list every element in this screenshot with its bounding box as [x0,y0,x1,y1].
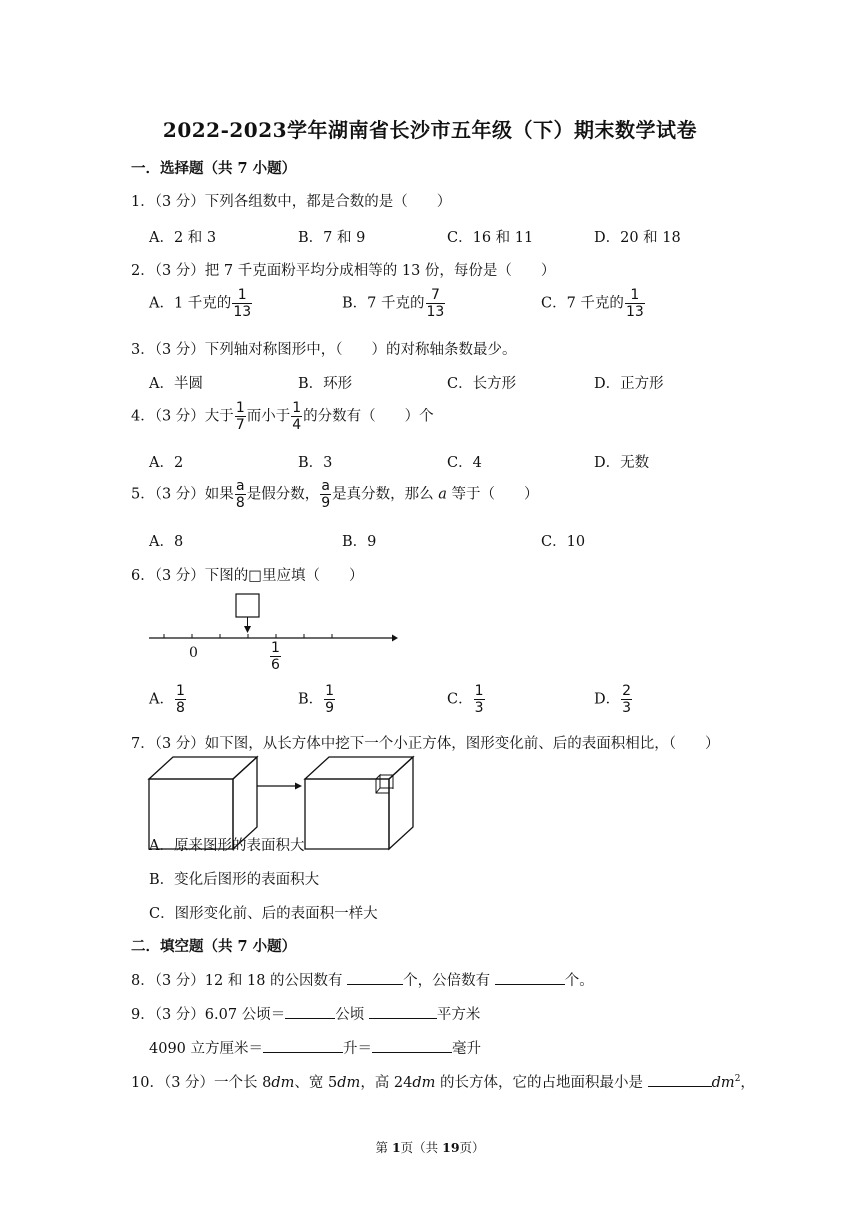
stem-text: 的分数有（ ）个 [303,408,434,425]
fraction [235,479,246,510]
fraction [291,401,302,432]
answer-blank[interactable] [648,1072,712,1087]
answer-blank[interactable] [495,970,565,985]
denominator: 8 [175,700,185,716]
answer-blank[interactable] [347,970,403,985]
number-line-arrowhead [392,635,398,642]
stem-text: 毫升 [452,1041,482,1057]
denominator: 8 [235,495,245,511]
unit-dm: dm [412,1075,436,1091]
numerator: 1 [175,683,185,699]
stem-text: 个。 [564,973,594,989]
question-7-stem: 7．（3 分）如下图，从长方体中挖下一个小正方体，图形变化前、后的表面积相比，（ ） [131,736,720,752]
stem-text: 5．（3 分）如果 [131,486,234,503]
denominator: 6 [271,657,280,673]
fraction [324,684,335,715]
question-5-stem [131,479,539,510]
question-3-option-d: D．正方形 [594,376,664,392]
option-b-text: B．7 千克的 [342,295,425,312]
denominator: 3 [622,700,632,716]
fraction [270,641,281,672]
stem-text: 公顷 [335,1007,369,1023]
option-c-text: C．7 千克的 [541,295,624,312]
stem-text: 9．（3 分）6.07 公顷＝ [131,1007,286,1023]
denominator: 13 [625,304,644,320]
question-7-option-a: A．原来图形的表面积大 [149,838,305,854]
question-9-line-1 [131,1003,480,1024]
question-6-option-c [447,684,486,715]
question-2-option-b [342,288,446,319]
fraction [320,479,331,510]
denominator: 7 [235,417,245,433]
question-4-option-b: B．3 [298,455,333,471]
question-3-stem: 3．（3 分）下列轴对称图形中，（ ）的对称轴条数最少。 [131,342,517,358]
answer-blank[interactable] [372,1038,452,1053]
unit-dm: dm [711,1075,735,1091]
page-footer [0,1138,860,1156]
question-1-option-c: C．16 和 11 [447,230,534,246]
number-line-zero-label: 0 [189,645,198,661]
stem-text: 8．（3 分）12 和 18 的公因数有 [131,973,348,989]
numerator: a [321,478,330,494]
answer-box [236,594,259,617]
denominator: 9 [325,700,335,716]
stem-text: 平方米 [436,1007,481,1023]
denominator: 13 [426,304,445,320]
question-3-option-c: C．长方形 [447,376,517,392]
question-7-option-b: B．变化后图形的表面积大 [149,872,320,888]
stem-text: 等于（ ） [446,486,539,503]
answer-blank[interactable] [369,1004,437,1019]
stem-text: 4．（3 分）大于 [131,408,234,425]
question-10 [131,1071,755,1092]
numerator: 1 [474,683,484,699]
footer-text: 页（共 [400,1140,443,1155]
number-line-tick-label [269,641,282,672]
numerator: 1 [271,640,280,656]
fraction [426,288,446,319]
page-total: 19 [442,1140,460,1155]
question-6-option-b [298,684,336,715]
stem-text: 而小于 [246,408,291,425]
stem-text: 是假分数， [246,486,320,503]
pointer-arrowhead [244,626,251,633]
question-4-option-a: A．2 [149,455,184,471]
denominator: 13 [233,304,252,320]
question-5-option-a: A．8 [149,534,184,550]
exponent: 2 [734,1074,741,1085]
unit-dm: dm [271,1075,295,1091]
section-heading-fill-in: 二．填空题（共 7 小题） [131,938,297,955]
section-heading-choice: 一．选择题（共 7 小题） [131,160,297,177]
fraction [625,288,645,319]
numerator: 1 [325,683,335,699]
question-1-option-b: B．7 和 9 [298,230,366,246]
question-4-stem [131,401,434,432]
option-label: A． [149,691,174,708]
page-number: 1 [391,1140,401,1155]
option-label: D． [594,691,621,708]
fraction [621,684,632,715]
question-8 [131,969,594,990]
stem-text: 10．（3 分）一个长 8 [131,1075,272,1091]
question-2-option-c [541,288,646,319]
footer-text: 页） [459,1140,485,1155]
question-2-stem: 2．（3 分）把 7 千克面粉平均分成相等的 13 份，每份是（ ） [131,263,556,279]
numerator: a [235,478,245,494]
numerator: 1 [292,400,302,416]
fraction [175,684,186,715]
fraction [474,684,485,715]
option-label: C． [447,691,473,708]
fraction [232,288,252,319]
stem-text: 4090 立方厘米＝ [149,1041,264,1057]
numerator: 2 [622,683,632,699]
question-1-stem: 1．（3 分）下列各组数中，都是合数的是（ ） [131,194,452,210]
question-4-option-c: C．4 [447,455,482,471]
question-6-option-d [594,684,633,715]
fraction [235,401,246,432]
question-2-option-a [149,288,253,319]
denominator: 9 [321,495,331,511]
numerator: 7 [430,287,440,303]
question-7-option-c: C．图形变化前、后的表面积一样大 [149,906,378,922]
transform-arrowhead [295,783,302,790]
question-5-option-b: B．9 [342,534,377,550]
answer-blank[interactable] [263,1038,343,1053]
numerator: 1 [237,287,247,303]
question-3-option-a: A．半圆 [149,376,203,392]
question-6-option-a [149,684,187,715]
denominator: 4 [292,417,302,433]
cut-cuboid [305,757,413,849]
stem-text: ，高 24 [360,1075,413,1091]
stem-text: 个，公倍数有 [403,973,495,989]
page-title: 2022-2023学年湖南省长沙市五年级（下）期末数学试卷 [162,118,698,142]
stem-text: 的长方体，它的占地面积最小是 [435,1075,648,1091]
question-5-option-c: C．10 [541,534,586,550]
option-label: B． [298,691,324,708]
unit-dm: dm [337,1075,361,1091]
numerator: 1 [630,287,640,303]
answer-blank[interactable] [285,1004,335,1019]
stem-text: 是真分数，那么 [332,486,439,503]
numerator: 1 [235,400,245,416]
question-6-stem: 6．（3 分）下图的□里应填（ ） [131,568,364,584]
option-a-text: A．1 千克的 [149,295,232,312]
stem-text: 升＝ [343,1041,373,1057]
question-3-option-b: B．环形 [298,376,353,392]
question-1-option-d: D．20 和 18 [594,230,681,246]
question-1-option-a: A．2 和 3 [149,230,217,246]
variable-a: a [438,486,447,503]
footer-text: 第 [375,1140,392,1155]
question-4-option-d: D．无数 [594,455,650,471]
stem-text: 、宽 5 [294,1075,338,1091]
denominator: 3 [474,700,484,716]
stem-text: ， [740,1075,755,1091]
question-9-line-2 [149,1037,481,1058]
